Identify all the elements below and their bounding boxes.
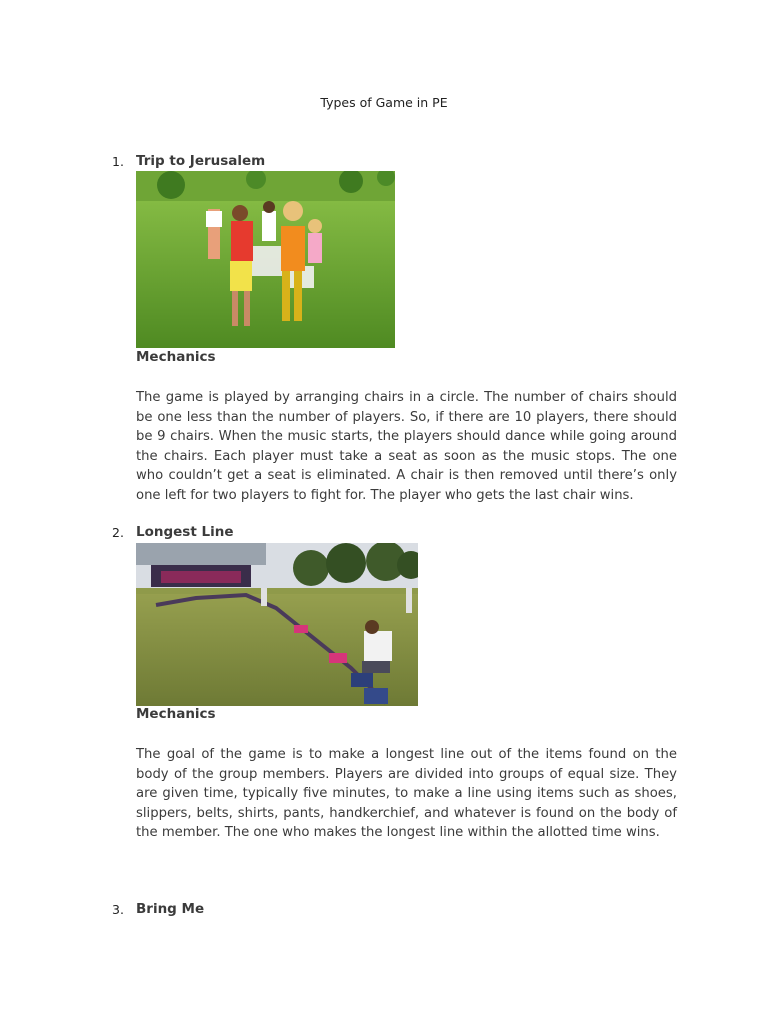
list-number: 3.	[112, 902, 124, 917]
mechanics-text: The game is played by arranging chairs in a circle. The number of chairs should be one less than the number of players. So, if there are 10 players, there should be 9 chairs. When the music starts, the players should dance while going around the chairs. Each player must take a seat as soon as the music stops. The one who couldn’t get a seat is eliminated. A chair is then removed until there’s only one left for two players to fight for. The player who gets the last chair wins.	[136, 390, 677, 503]
mechanics-heading: Mechanics	[136, 349, 216, 365]
list-number: 2.	[112, 525, 124, 540]
photo-children-chairs	[136, 171, 395, 348]
item-heading: Bring Me	[136, 901, 205, 917]
photo-longest-line	[136, 543, 418, 706]
item-heading: Trip to Jerusalem	[136, 153, 266, 169]
mechanics-heading: Mechanics	[136, 706, 216, 722]
mechanics-text: The goal of the game is to make a longest line out of the items found on the body of the group members. Players are divided into groups of equal size. They are given time, typically five minutes, to make a line using items such as shoes, slippers, belts, shirts, pants, handkerchief, and whatever is found on the body of the member. The one who makes the longest line within the allotted time wins.	[136, 747, 677, 840]
list-number: 1.	[112, 154, 124, 169]
page-title: Types of Game in PE	[320, 95, 448, 110]
item-heading: Longest Line	[136, 524, 234, 540]
